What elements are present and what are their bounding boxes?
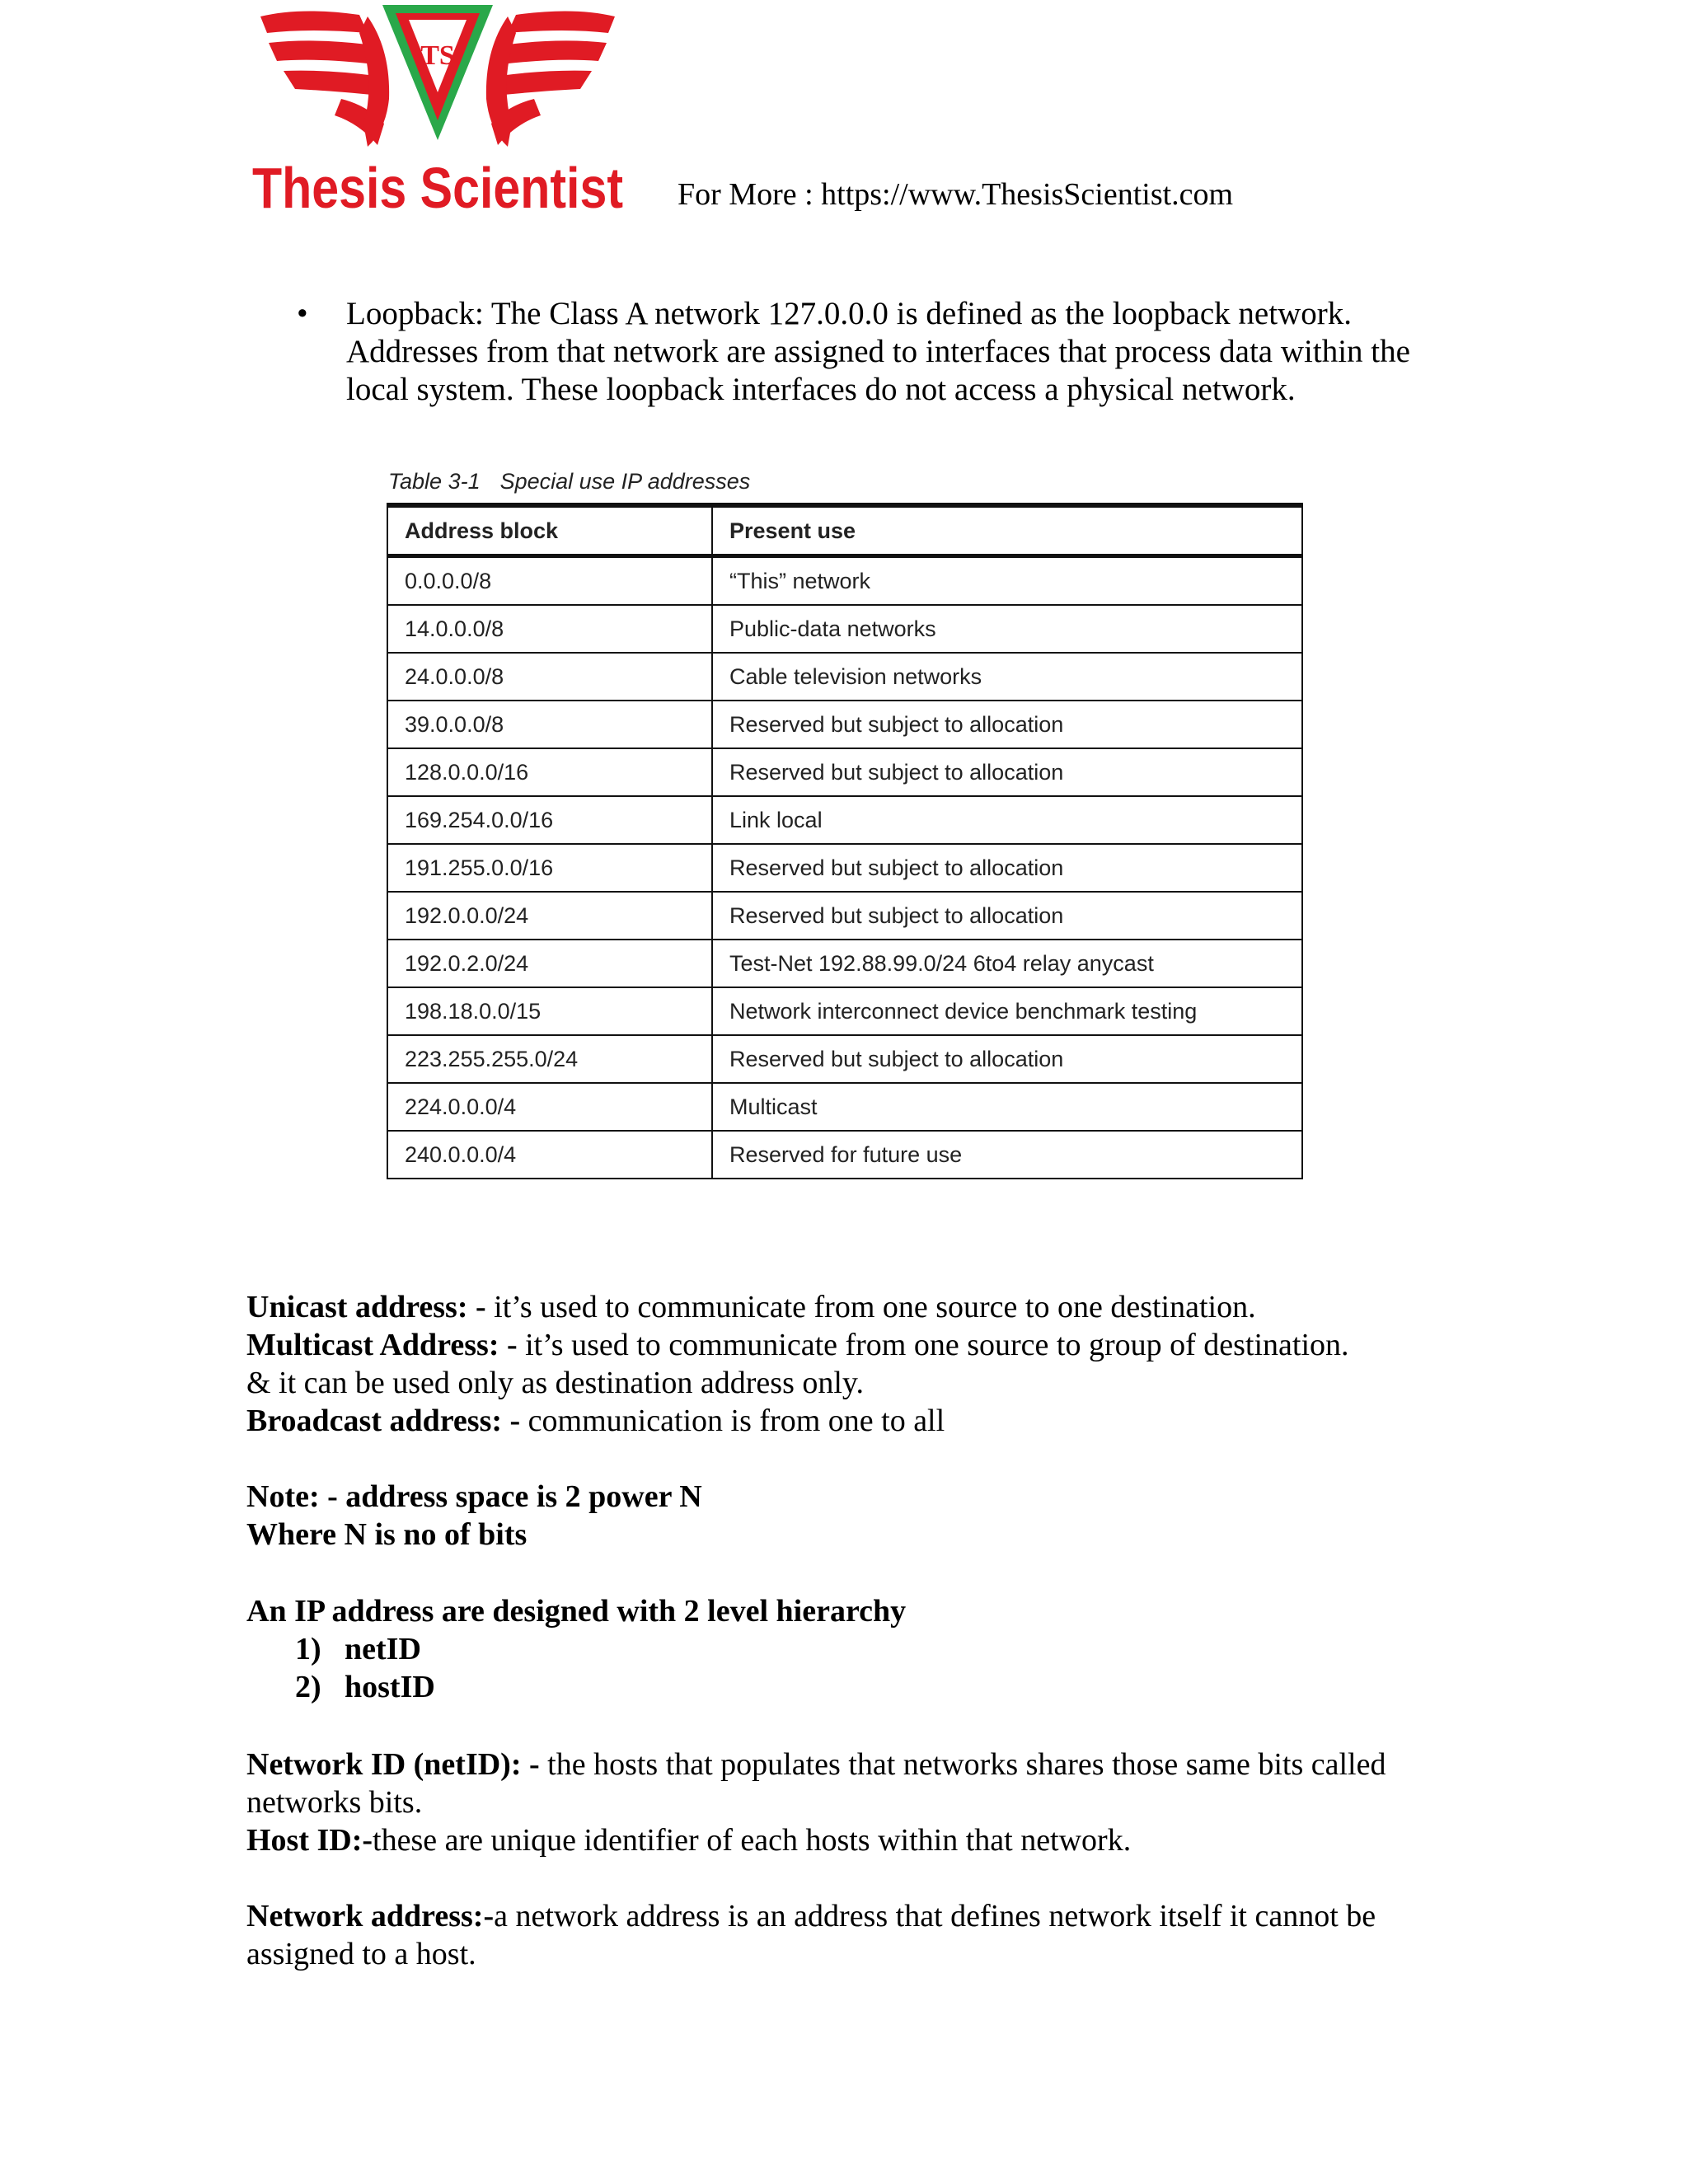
list-item: [295, 1630, 435, 1668]
network-address-text: a network address is an address that defines network itself it cannot be assigned to a host.: [246, 1899, 1376, 1971]
present-use-cell: Multicast: [712, 1083, 1302, 1131]
hostid-text: these are unique identifier of each hosts within that network.: [373, 1823, 1132, 1858]
ids-paragraph: [246, 1746, 1450, 1859]
note-line-2: Where N is no of bits: [246, 1517, 528, 1552]
list-item-label: netID: [345, 1632, 421, 1666]
table-row: [387, 701, 1302, 748]
network-address-label: Network address:-: [246, 1899, 495, 1933]
table-row: [387, 892, 1302, 940]
table-caption-number: Table 3-1: [388, 469, 481, 494]
logo-graphic: [244, 0, 631, 223]
list-item-label: hostID: [345, 1670, 435, 1704]
address-types-paragraph: [246, 1288, 1450, 1440]
present-use-cell: Reserved but subject to allocation: [712, 748, 1302, 796]
netid-line: [246, 1746, 1450, 1821]
list-item: [295, 1668, 435, 1706]
table-header-row: [387, 505, 1302, 556]
note-paragraph: [246, 1478, 1450, 1554]
special-use-ip-table: [387, 503, 1303, 1179]
table-caption-title: Special use IP addresses: [499, 469, 751, 494]
table-row: [387, 1083, 1302, 1131]
bullet-text: Loopback: The Class A network 127.0.0.0 is defined as the loopback network. Addresses from that network are assigned to interfaces that process data within the local system. These loopback interfaces do not access a physical network.: [346, 296, 1410, 407]
address-block-cell: 24.0.0.0/8: [387, 653, 712, 701]
table-caption: [388, 469, 750, 494]
broadcast-text: communication is from one to all: [520, 1404, 945, 1438]
address-block-cell: 191.255.0.0/16: [387, 844, 712, 892]
table-row: [387, 748, 1302, 796]
multicast-line: [246, 1326, 1450, 1364]
header-present-use: Present use: [712, 505, 1302, 556]
address-block-cell: 192.0.0.0/24: [387, 892, 712, 940]
present-use-cell: Reserved but subject to allocation: [712, 844, 1302, 892]
address-block-cell: 240.0.0.0/4: [387, 1131, 712, 1179]
address-block-cell: 39.0.0.0/8: [387, 701, 712, 748]
broadcast-label: Broadcast address: -: [246, 1404, 521, 1438]
netid-label: Network ID (netID): -: [246, 1747, 540, 1782]
unicast-text: it’s used to communicate from one source to one destination.: [485, 1290, 1256, 1324]
bullet-symbol: •: [297, 296, 308, 331]
hostid-line: [246, 1821, 1450, 1859]
netid-text: the hosts that populates that networks shares those same bits called networks bits.: [246, 1747, 1386, 1820]
address-block-cell: 0.0.0.0/8: [387, 556, 712, 606]
present-use-cell: Network interconnect device benchmark testing: [712, 987, 1302, 1035]
multicast-label: Multicast Address: -: [246, 1328, 518, 1362]
present-use-cell: Link local: [712, 796, 1302, 844]
hostid-label: Host ID:-: [246, 1823, 373, 1858]
hierarchy-title: An IP address are designed with 2 level hierarchy: [246, 1594, 907, 1629]
brand-name: Thesis Scientist: [252, 156, 623, 220]
list-item-number: 2): [295, 1670, 321, 1704]
multicast-text: it’s used to communicate from one source to group of destination.: [517, 1328, 1349, 1362]
header-address-block: Address block: [387, 505, 712, 556]
unicast-label: Unicast address: -: [246, 1290, 486, 1324]
table-row: [387, 653, 1302, 701]
table-row: [387, 605, 1302, 653]
hierarchy-list: [295, 1630, 435, 1706]
table-row: [387, 1131, 1302, 1179]
present-use-cell: “This” network: [712, 556, 1302, 606]
note-line-1: Note: - address space is 2 power N: [246, 1479, 702, 1514]
address-block-cell: 223.255.255.0/24: [387, 1035, 712, 1083]
table-row: [387, 987, 1302, 1035]
multicast-line-2: & it can be used only as destination address only.: [246, 1366, 864, 1400]
present-use-cell: Reserved but subject to allocation: [712, 892, 1302, 940]
address-block-cell: 192.0.2.0/24: [387, 940, 712, 987]
table-row: [387, 556, 1302, 606]
unicast-line: [246, 1288, 1450, 1326]
logo-mark-text: TS: [420, 40, 455, 71]
table-row: [387, 1035, 1302, 1083]
address-block-cell: 224.0.0.0/4: [387, 1083, 712, 1131]
table-row: [387, 796, 1302, 844]
present-use-cell: Public-data networks: [712, 605, 1302, 653]
present-use-cell: Reserved for future use: [712, 1131, 1302, 1179]
table-row: [387, 844, 1302, 892]
present-use-cell: Cable television networks: [712, 653, 1302, 701]
address-block-cell: 169.254.0.0/16: [387, 796, 712, 844]
thesis-scientist-logo: [244, 0, 631, 223]
website-link[interactable]: For More : https://www.ThesisScientist.com: [678, 177, 1234, 212]
present-use-cell: Test-Net 192.88.99.0/24 6to4 relay anycast: [712, 940, 1302, 987]
address-block-cell: 128.0.0.0/16: [387, 748, 712, 796]
network-address-paragraph: [246, 1897, 1450, 1973]
broadcast-line: [246, 1402, 1450, 1440]
present-use-cell: Reserved but subject to allocation: [712, 701, 1302, 748]
present-use-cell: Reserved but subject to allocation: [712, 1035, 1302, 1083]
list-item-number: 1): [295, 1632, 321, 1666]
table-row: [387, 940, 1302, 987]
address-block-cell: 198.18.0.0/15: [387, 987, 712, 1035]
address-block-cell: 14.0.0.0/8: [387, 605, 712, 653]
